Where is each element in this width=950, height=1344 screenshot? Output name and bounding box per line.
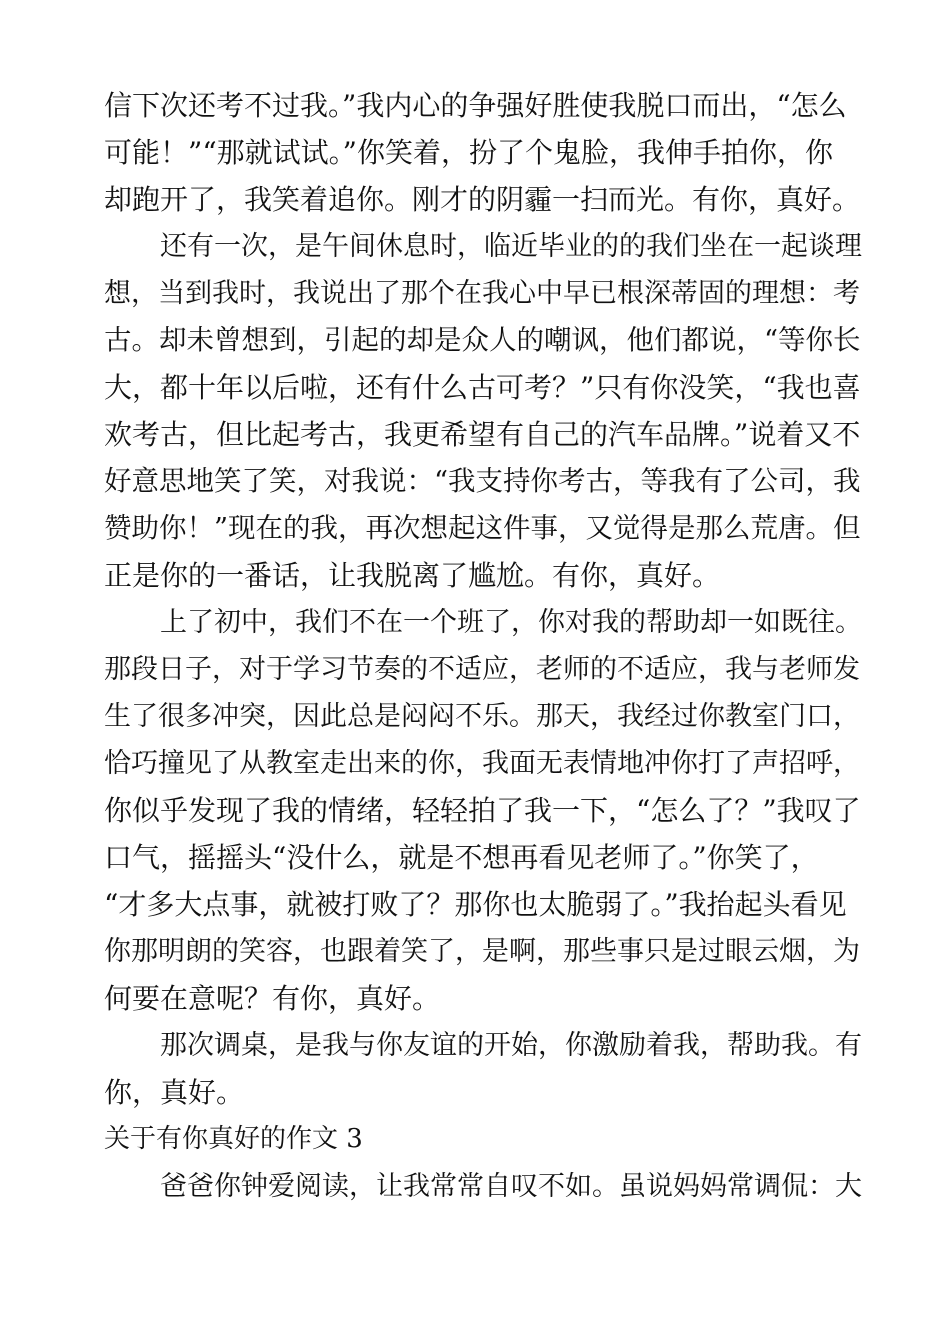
text-line: 大，都十年以后啦，还有什么古可考？”只有你没笑，“我也喜	[104, 371, 861, 404]
paragraph-first-line: 那次调桌，是我与你友谊的开始，你激励着我，帮助我。有	[160, 1030, 862, 1061]
text-line: 口气，摇摇头“没什么，就是不想再看见老师了。”你笑了，	[104, 841, 819, 874]
paragraph-first-line: 上了初中，我们不在一个班了，你对我的帮助却一如既往。	[160, 607, 862, 638]
text-line: 正是你的一番话，让我脱离了尴尬。有你，真好。	[104, 559, 721, 592]
paragraph-first-line: 爸爸你钟爱阅读，让我常常自叹不如。虽说妈妈常调侃：大	[160, 1171, 862, 1202]
text-line: 欢考古，但比起考古，我更希望有自己的汽车品牌。”说着又不	[104, 418, 861, 451]
text-line: “才多大点事，就被打败了？那你也太脆弱了。”我抬起头看见	[104, 888, 847, 921]
text-line: 却跑开了，我笑着追你。刚才的阴霾一扫而光。有你，真好。	[104, 183, 861, 216]
text-line: 信下次还考不过我。”我内心的争强好胜使我脱口而出，“怎么	[104, 89, 847, 122]
text-line: 想，当到我时，我说出了那个在我心中早已根深蒂固的理想：考	[104, 278, 860, 309]
text-line: 可能！”“那就试试。”你笑着，扮了个鬼脸，我伸手拍你，你	[104, 136, 833, 169]
text-line: 古。却未曾想到，引起的却是众人的嘲讽，他们都说，“等你长	[104, 324, 861, 356]
text-line: 好意思地笑了笑，对我说：“我支持你考古，等我有了公司，我	[104, 465, 861, 497]
text-line: 那段日子，对于学习节奏的不适应，老师的不适应，我与老师发	[104, 654, 860, 685]
text-line: 生了很多冲突，因此总是闷闷不乐。那天，我经过你教室门口，	[104, 701, 860, 732]
text-line: 恰巧撞见了从教室走出来的你，我面无表情地冲你打了声招呼，	[104, 748, 860, 779]
section-heading: 关于有你真好的作文 3	[104, 1124, 363, 1154]
text-line: 你那明朗的笑容，也跟着笑了，是啊，那些事只是过眼云烟，为	[104, 936, 860, 967]
text-line: 赞助你！”现在的我，再次想起这件事，又觉得是那么荒唐。但	[104, 512, 861, 544]
text-line: 你，真好。	[104, 1076, 245, 1109]
essay-body	[104, 82, 864, 1210]
paragraph-first-line: 还有一次，是午间休息时，临近毕业的的我们坐在一起谈理	[160, 231, 862, 262]
text-line: 何要在意呢？有你，真好。	[104, 982, 441, 1015]
text-line: 你似乎发现了我的情绪，轻轻拍了我一下，“怎么了？”我叹了	[104, 794, 861, 827]
